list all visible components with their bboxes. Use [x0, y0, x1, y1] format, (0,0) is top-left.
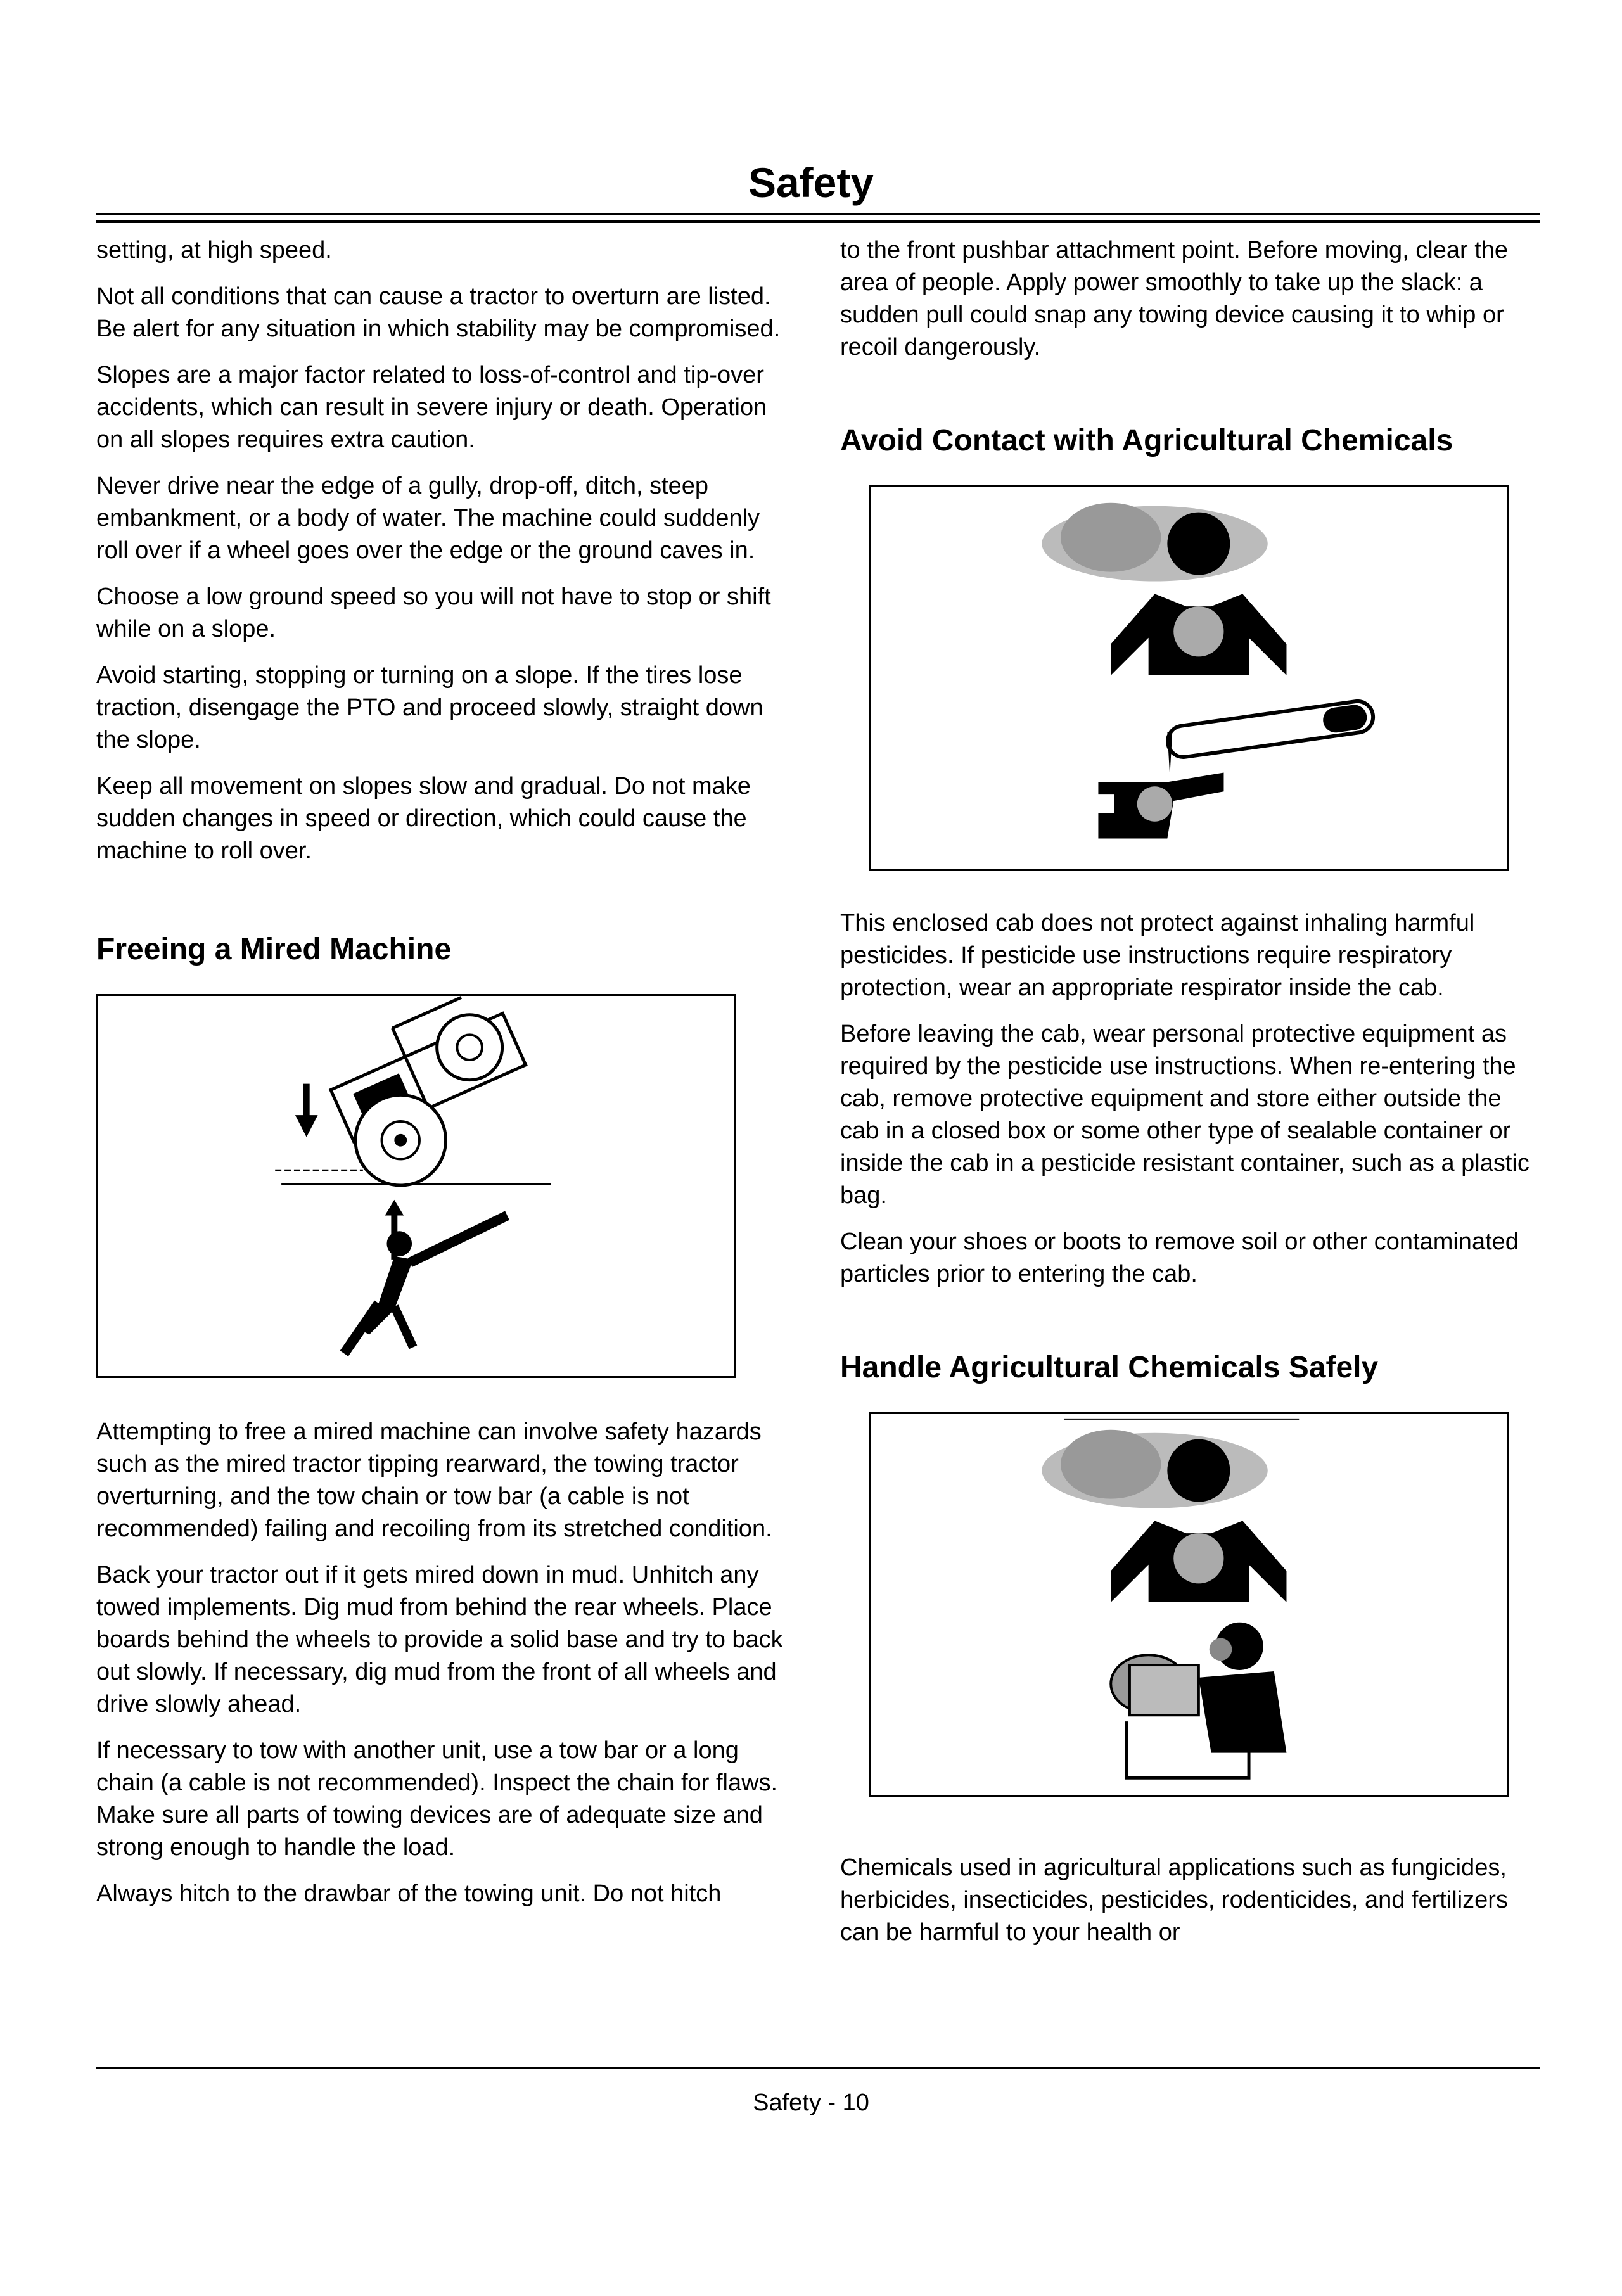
inhalation-and-skin-contact-icon — [871, 487, 1507, 869]
paragraph: Attempting to free a mired machine can involve safety hazards such as the mired tractor tipping rearward, the towing tractor overturning, and the tow chain or tow bar (a cable is not recommended) failing and recoiling from its stretched condition. — [96, 1419, 772, 1542]
paragraph: Not all conditions that can cause a tractor to overturn are listed. Be alert for any situation in which stability may be compromised. — [96, 283, 781, 342]
paragraph: to the front pushbar attachment point. Before moving, clear the area of people. Apply power smoothly to take up the slack: a sudden pull could snap any towing device causing it to whip or recoil dangerously. — [840, 237, 1509, 360]
paragraph: Before leaving the cab, wear personal protective equipment as required by the pesticide use instructions. When re-entering the cab, remove protective equipment and store either outside the cab in a closed box or some other type of sealable container or inside the cab in a pesticide resistant container, such as a plastic bag. — [840, 1021, 1529, 1209]
chemical-contact-illustration — [869, 485, 1509, 871]
paragraph: Always hitch to the drawbar of the towing unit. Do not hitch — [96, 1880, 722, 1907]
footer-rule — [96, 2067, 1540, 2069]
left-column — [96, 234, 793, 1924]
paragraph: Clean your shoes or boots to remove soil or other contaminated particles prior to entering the cab. — [840, 1228, 1519, 1287]
page-title: Safety — [748, 159, 874, 206]
paragraph: Slopes are a major factor related to loss-of-control and tip-over accidents, which can result in severe injury or death. Operation on all slopes requires extra caution. — [96, 362, 767, 453]
paragraph: Never drive near the edge of a gully, drop-off, ditch, steep embankment, or a body of water. The machine could suddenly roll over if a wheel goes over the edge or the ground caves in. — [96, 473, 760, 564]
section-heading-avoid-contact-chemicals: Avoid Contact with Agricultural Chemicals — [840, 424, 1453, 457]
paragraph: setting, at high speed. — [96, 237, 332, 264]
paragraph: Chemicals used in agricultural applications such as fungicides, herbicides, insecticides, pesticides, rodenticides, and fertilizers can be harmful to your health or — [840, 1854, 1508, 1946]
paragraph: Keep all movement on slopes slow and gradual. Do not make sudden changes in speed or direction, which could cause the machine to roll over. — [96, 773, 751, 864]
paragraph: Avoid starting, stopping or turning on a slope. If the tires lose traction, disengage the PTO and proceed slowly, straight down the slope. — [96, 662, 763, 753]
right-column — [840, 234, 1540, 1963]
section-heading-mired-machine: Freeing a Mired Machine — [96, 933, 452, 966]
chemical-handling-illustration — [869, 1412, 1509, 1797]
section-heading-handle-chemicals: Handle Agricultural Chemicals Safely — [840, 1351, 1379, 1384]
respirator-and-container-icon — [871, 1414, 1507, 1795]
page-number: Safety - 10 — [753, 2089, 869, 2116]
tipping-tractor-icon — [98, 996, 734, 1376]
paragraph: Choose a low ground speed so you will not have to stop or shift while on a slope. — [96, 584, 771, 642]
paragraph: If necessary to tow with another unit, use a tow bar or a long chain (a cable is not recommended). Inspect the chain for flaws. Make sure all parts of towing devices are of adequate size and strong enough to handle the load. — [96, 1737, 778, 1861]
header-double-rule — [96, 213, 1540, 223]
paragraph: Back your tractor out if it gets mired down in mud. Unhitch any towed implements. Dig mud from behind the rear wheels. Place boards behind the wheels to provide a solid base and try to back out slowly. If necessary, dig mud from the front of all wheels and drive slowly ahead. — [96, 1562, 783, 1718]
paragraph: This enclosed cab does not protect against inhaling harmful pesticides. If pesticide use instructions require respiratory protection, wear an appropriate respirator inside the cab. — [840, 910, 1475, 1001]
mired-machine-illustration — [96, 994, 736, 1378]
